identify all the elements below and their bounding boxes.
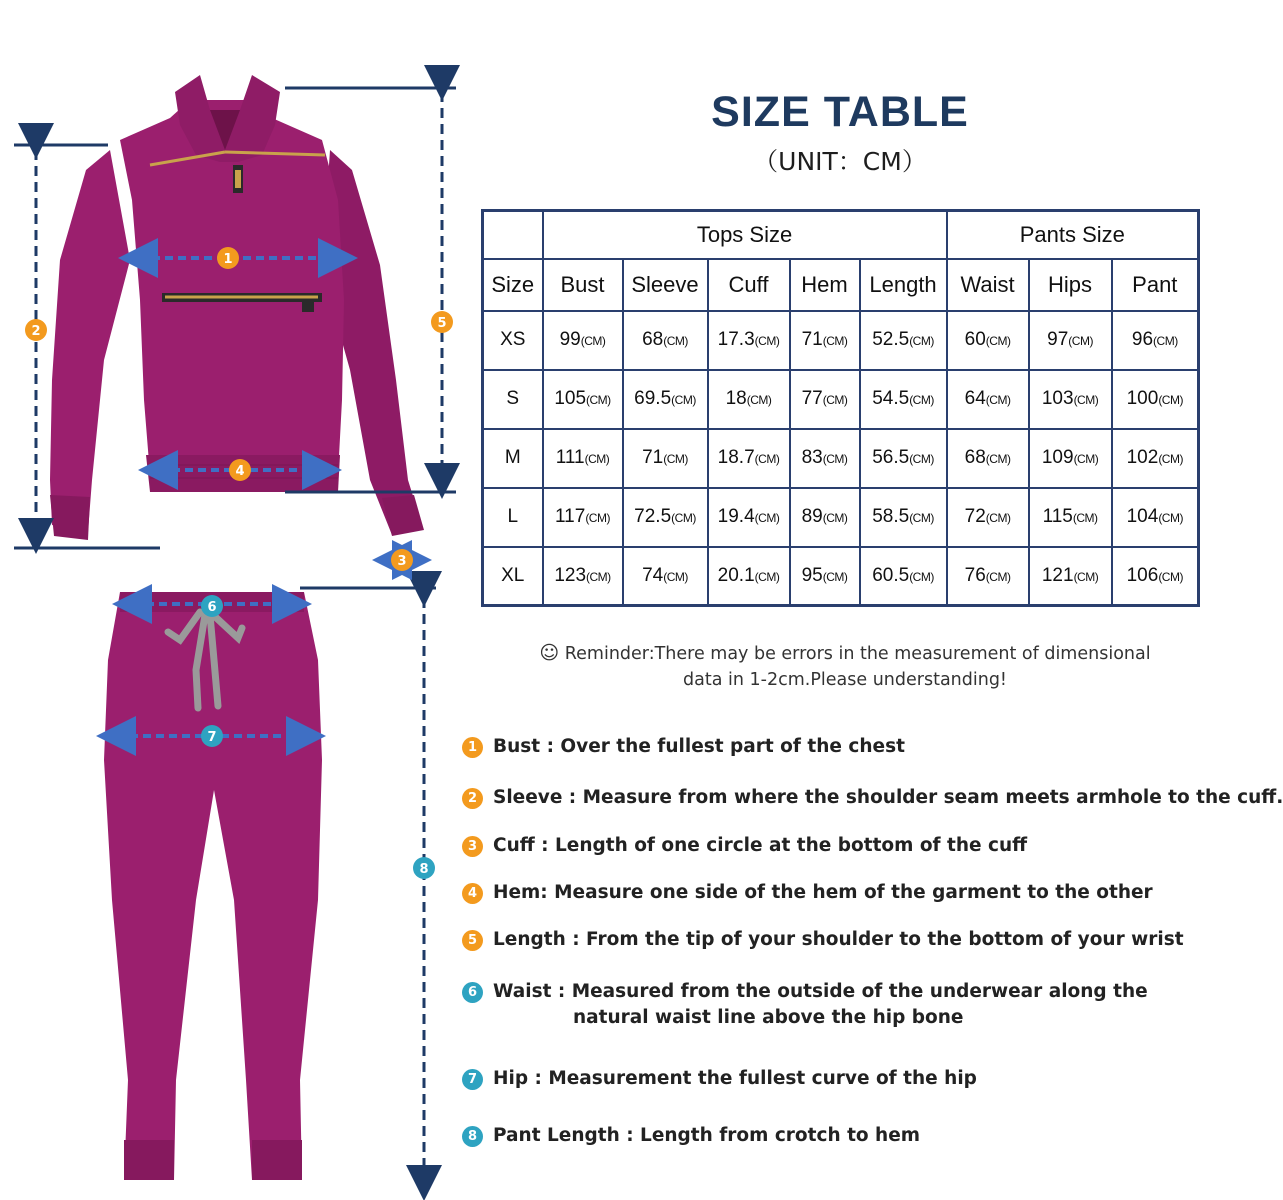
legend-item-5 xyxy=(462,929,1184,951)
cell-value: 64 xyxy=(964,388,986,409)
cell-value: 121 xyxy=(1041,564,1074,586)
svg-text:5: 5 xyxy=(437,316,447,331)
legend-text: Bust : Over the fullest part of the chest xyxy=(493,736,905,757)
cell-unit: (CM) xyxy=(663,569,688,584)
cell-value: 76 xyxy=(964,564,986,586)
measure-cell xyxy=(1029,429,1112,488)
measure-cell xyxy=(860,429,947,488)
table-corner-cell xyxy=(483,211,543,259)
cell-value: 71 xyxy=(801,329,823,350)
measure-cell xyxy=(708,311,790,370)
cell-unit: (CM) xyxy=(1158,569,1183,584)
cell-value: 123 xyxy=(554,564,587,586)
measure-cell xyxy=(1029,488,1112,547)
cell-value: XS xyxy=(500,329,526,350)
cell-unit: (CM) xyxy=(1158,511,1183,525)
cell-value: 99 xyxy=(559,329,581,350)
measure-cell xyxy=(708,429,790,488)
cell-value: 60.5 xyxy=(872,564,910,586)
table-row xyxy=(483,311,1199,370)
cell-unit: (CM) xyxy=(586,569,611,584)
measure-cell xyxy=(543,311,623,370)
svg-text:3: 3 xyxy=(397,554,407,569)
legend-text: Length : From the tip of your shoulder to the bottom of your wrist xyxy=(493,929,1184,950)
legend-number-badge: 8 xyxy=(462,1126,483,1147)
measure-cell xyxy=(947,370,1029,429)
cell-value: 68 xyxy=(642,329,664,350)
measure-cell xyxy=(543,547,623,606)
cell-unit: (CM) xyxy=(584,452,610,466)
size-cell xyxy=(483,547,543,606)
cell-value: 95 xyxy=(801,564,823,586)
legend-number-badge: 5 xyxy=(462,930,483,951)
measure-cell xyxy=(947,429,1029,488)
cell-value: 69.5 xyxy=(634,388,672,409)
measure-cell xyxy=(1029,311,1112,370)
cell-value: 96 xyxy=(1131,329,1154,350)
tops-size-header: Tops Size xyxy=(543,211,947,259)
cell-unit: (CM) xyxy=(909,334,934,348)
cell-value: 18.7 xyxy=(717,447,755,468)
legend-number-badge: 7 xyxy=(462,1069,483,1090)
svg-text:6: 6 xyxy=(207,600,217,615)
svg-text:4: 4 xyxy=(235,464,245,479)
cell-unit: (CM) xyxy=(671,511,696,525)
cell-value: 83 xyxy=(801,447,823,468)
measure-cell xyxy=(708,370,790,429)
legend-text: Hip : Measurement the fullest curve of the hip xyxy=(493,1068,977,1089)
smiley-icon: ☺ xyxy=(539,642,560,664)
legend-item-8 xyxy=(462,1125,920,1147)
measure-cell xyxy=(543,488,623,547)
cell-unit: (CM) xyxy=(822,511,848,525)
cell-value: 17.3 xyxy=(717,329,755,350)
measure-cell xyxy=(623,547,708,606)
marker-3 xyxy=(391,549,413,571)
cell-unit: (CM) xyxy=(1072,511,1098,525)
cell-unit: (CM) xyxy=(985,452,1011,466)
cell-unit: (CM) xyxy=(586,393,611,407)
measure-cell xyxy=(947,547,1029,606)
legend-item-4 xyxy=(462,882,1153,904)
cell-unit: (CM) xyxy=(754,452,780,466)
legend-item-6 xyxy=(462,981,1148,1003)
cell-value: 18 xyxy=(725,388,747,409)
measure-cell xyxy=(708,547,790,606)
reminder-line-2: data in 1-2cm.Please understanding! xyxy=(683,670,1007,690)
marker-8 xyxy=(413,857,435,879)
legend-text: Waist : Measured from the outside of the underwear along the xyxy=(493,981,1148,1002)
cell-unit: (CM) xyxy=(985,334,1011,348)
marker-6 xyxy=(201,595,223,617)
size-cell xyxy=(483,370,543,429)
svg-text:2: 2 xyxy=(31,324,41,339)
cell-value: M xyxy=(504,447,521,468)
cell-unit: (CM) xyxy=(1153,334,1178,348)
measure-cell xyxy=(1029,547,1112,606)
cell-value: 71 xyxy=(642,447,664,468)
reminder xyxy=(500,640,1190,693)
cell-unit: (CM) xyxy=(1073,393,1099,407)
measure-cell xyxy=(1112,488,1199,547)
cell-value: 52.5 xyxy=(872,329,910,350)
measure-cell xyxy=(860,547,947,606)
legend-number-badge: 3 xyxy=(462,836,483,857)
cell-unit: (CM) xyxy=(909,393,934,407)
measure-cell xyxy=(947,488,1029,547)
cell-unit: (CM) xyxy=(663,452,688,466)
measure-cell xyxy=(790,488,860,547)
measure-cell xyxy=(543,429,623,488)
cell-unit: (CM) xyxy=(822,393,848,407)
measure-cell xyxy=(543,370,623,429)
cell-unit: (CM) xyxy=(754,511,780,525)
column-header-size: Size xyxy=(483,259,543,311)
cell-value: 68 xyxy=(964,447,986,468)
measure-cell xyxy=(1112,370,1199,429)
marker-4 xyxy=(229,459,251,481)
measure-cell xyxy=(623,429,708,488)
cell-unit: (CM) xyxy=(985,569,1011,584)
cell-unit: (CM) xyxy=(822,452,848,466)
cell-value: 102 xyxy=(1126,447,1159,468)
legend-text: Cuff : Length of one circle at the bottom of the cuff xyxy=(493,835,1028,856)
cell-unit: (CM) xyxy=(985,393,1011,407)
cell-value: 20.1 xyxy=(717,564,755,586)
legend-number-badge: 6 xyxy=(462,982,483,1003)
cell-value: 19.4 xyxy=(717,506,755,527)
cell-unit: (CM) xyxy=(585,511,610,525)
column-header-sleeve: Sleeve xyxy=(623,259,708,311)
cell-value: 97 xyxy=(1047,329,1069,350)
cell-value: 72 xyxy=(964,506,986,527)
table-row xyxy=(483,488,1199,547)
measure-cell xyxy=(1029,370,1112,429)
svg-text:8: 8 xyxy=(419,862,429,877)
cell-value: 103 xyxy=(1041,388,1074,409)
column-header-pant: Pant xyxy=(1112,259,1199,311)
cell-value: 89 xyxy=(801,506,823,527)
column-header-cuff: Cuff xyxy=(708,259,790,311)
cell-unit: (CM) xyxy=(746,393,772,407)
measure-cell xyxy=(623,488,708,547)
table-body xyxy=(483,311,1199,606)
measure-cell xyxy=(860,488,947,547)
measure-cell xyxy=(790,429,860,488)
cell-value: 56.5 xyxy=(872,447,910,468)
cell-value: 60 xyxy=(964,329,986,350)
cell-value: 115 xyxy=(1042,506,1073,527)
legend-item-3 xyxy=(462,835,1027,857)
marker-5 xyxy=(431,311,453,333)
reminder-line-1: Reminder:There may be errors in the measurement of dimensional xyxy=(564,644,1151,664)
svg-text:7: 7 xyxy=(207,730,217,745)
cell-unit: (CM) xyxy=(671,393,696,407)
cell-value: 74 xyxy=(642,564,664,586)
measure-cell xyxy=(623,311,708,370)
measure-cell xyxy=(790,547,860,606)
pants-size-header: Pants Size xyxy=(947,211,1199,259)
cell-unit: (CM) xyxy=(754,334,780,348)
measure-cell xyxy=(790,370,860,429)
size-cell xyxy=(483,311,543,370)
table-row xyxy=(483,547,1199,606)
cell-unit: (CM) xyxy=(909,511,934,525)
column-header-bust: Bust xyxy=(543,259,623,311)
cell-unit: (CM) xyxy=(1158,393,1183,407)
measure-cell xyxy=(790,311,860,370)
cell-unit: (CM) xyxy=(663,334,688,348)
cell-value: 117 xyxy=(555,506,586,527)
marker-2 xyxy=(25,319,47,341)
page-title: SIZE TABLE xyxy=(711,88,969,136)
cell-unit: (CM) xyxy=(822,334,848,348)
column-header-length: Length xyxy=(860,259,947,311)
garment-diagram xyxy=(0,0,470,1200)
cell-unit: (CM) xyxy=(1068,334,1093,348)
measure-cell xyxy=(860,370,947,429)
cell-unit: (CM) xyxy=(909,452,934,466)
unit-label: （UNIT：CM） xyxy=(753,147,927,176)
legend-item-2 xyxy=(462,787,1283,809)
cell-unit: (CM) xyxy=(754,569,780,584)
cell-unit: (CM) xyxy=(1073,452,1099,466)
legend-text: Sleeve : Measure from where the shoulder seam meets armhole to the cuff. xyxy=(493,787,1283,808)
marker-7 xyxy=(201,725,223,747)
legend-number-badge: 2 xyxy=(462,788,483,809)
legend-text: Hem: Measure one side of the hem of the garment to the other xyxy=(493,882,1153,903)
svg-text:1: 1 xyxy=(223,252,233,267)
marker-1 xyxy=(217,247,239,269)
legend-number-badge: 4 xyxy=(462,883,483,904)
measure-cell xyxy=(860,311,947,370)
legend-number-badge: 1 xyxy=(462,737,483,758)
cell-value: L xyxy=(507,506,519,527)
legend-text-continued: natural waist line above the hip bone xyxy=(573,1007,964,1028)
cell-value: S xyxy=(506,388,520,409)
size-cell xyxy=(483,488,543,547)
measure-cell xyxy=(1112,311,1199,370)
cell-unit: (CM) xyxy=(580,334,606,348)
size-cell xyxy=(483,429,543,488)
cell-value: 105 xyxy=(554,388,587,409)
cell-value: 104 xyxy=(1126,506,1159,527)
column-header-row xyxy=(483,259,1199,311)
column-header-hips: Hips xyxy=(1029,259,1112,311)
cell-value: 111 xyxy=(555,447,585,468)
cell-value: 109 xyxy=(1041,447,1074,468)
cell-unit: (CM) xyxy=(1073,569,1099,584)
cell-unit: (CM) xyxy=(822,569,848,584)
measure-cell xyxy=(708,488,790,547)
cell-value: 77 xyxy=(801,388,823,409)
legend-text: Pant Length : Length from crotch to hem xyxy=(493,1125,921,1146)
cell-unit: (CM) xyxy=(909,569,934,584)
cell-value: 54.5 xyxy=(872,388,910,409)
table-row xyxy=(483,429,1199,488)
measure-cell xyxy=(947,311,1029,370)
measure-cell xyxy=(623,370,708,429)
cell-value: 100 xyxy=(1126,388,1159,409)
cell-value: 72.5 xyxy=(634,506,672,527)
column-header-hem: Hem xyxy=(790,259,860,311)
cell-unit: (CM) xyxy=(1158,452,1183,466)
pants xyxy=(104,592,322,1180)
measure-cell xyxy=(1112,547,1199,606)
cell-value: XL xyxy=(501,564,525,586)
table-row xyxy=(483,370,1199,429)
column-header-waist: Waist xyxy=(947,259,1029,311)
measure-cell xyxy=(1112,429,1199,488)
cell-unit: (CM) xyxy=(985,511,1011,525)
legend-item-7 xyxy=(462,1068,977,1090)
cell-value: 58.5 xyxy=(872,506,910,527)
size-table xyxy=(481,209,1200,607)
cell-value: 106 xyxy=(1126,564,1159,586)
legend-item-1 xyxy=(462,736,905,758)
